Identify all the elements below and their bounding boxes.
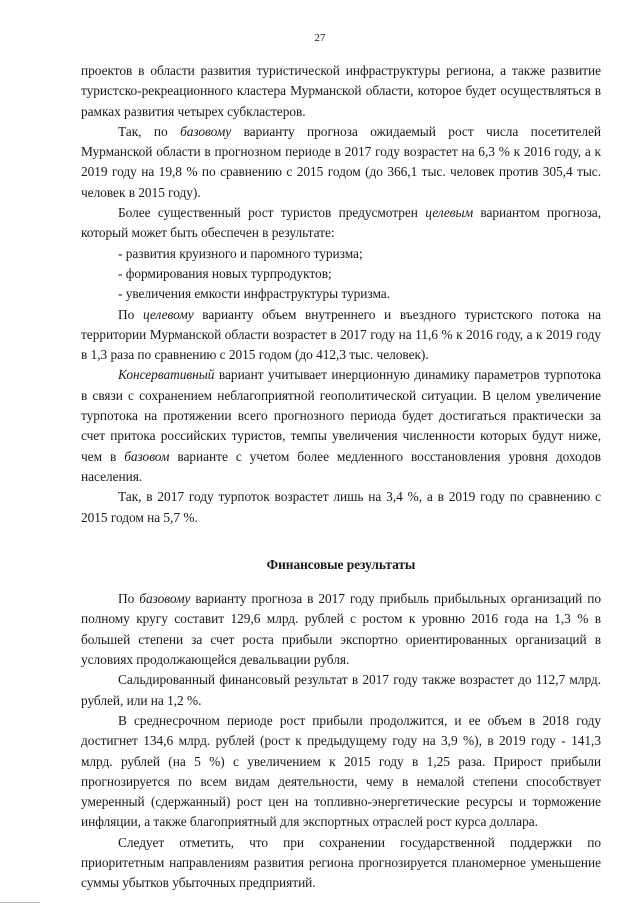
emphasis-base: базовому (180, 123, 232, 139)
text-span: По (118, 306, 143, 322)
text-span: Так, по (118, 123, 181, 139)
emphasis-target: целевому (142, 306, 194, 322)
emphasis-conservative: Консервативный (118, 367, 215, 383)
list-item: - увеличения емкости инфраструктуры туризма. (118, 286, 391, 302)
text-span: варианту прогноза ожидаемый рост числа посетителей Мурманской области в прогнозном периоде в 2017 году возрастет на 6,3 % к 2016 году, а к 2019 году на 19,8 % по сравнению с 2015 годом (до 366,1 тыс. человек против 305,4 тыс. человек в 2015 году). (81, 123, 601, 200)
emphasis-base: базовому (139, 591, 191, 607)
section-heading: Финансовые результаты (266, 556, 416, 572)
paragraph-balanced-result: Сальдированный финансовый результат в 2017 году также возрастет до 112,7 млрд. рублей, или на 1,2 %. (81, 672, 601, 708)
scan-edge-mark (0, 902, 40, 903)
text-span: варианту прогноза в 2017 году прибыль прибыльных организаций по полному кругу составит 129,6 млрд. рублей с ростом к уровню 2016 года на 1,3 % в большей степени за счет роста прибыли экспортно ориентированных организаций в условиях продолжающейся девальвации рубля. (81, 591, 601, 668)
text-span: Более существенный рост туристов предусмотрен (118, 205, 426, 221)
list-item: - развития круизного и паромного туризма; (118, 245, 363, 261)
paragraph-base-scenario-visitors (81, 122, 601, 203)
emphasis-target: целевым (425, 205, 474, 221)
paragraph-tourism-infrastructure: проектов в области развития туристической инфраструктуры региона, а также развитие туристско-рекреационного кластера Мурманской области, которое будет осуществляться в рамках развития четырех субкластеров. (81, 63, 601, 119)
emphasis-base: базовом (124, 448, 170, 464)
list-item: - формирования новых турпродуктов; (118, 265, 332, 281)
page-number: 27 (314, 32, 326, 44)
text-span: По (118, 591, 140, 607)
text-span: варианте с учетом более медленного восстановления уровня доходов населения. (81, 448, 602, 484)
text-span: вариантом прогноза, который может быть обеспечен в результате: (81, 205, 601, 241)
text-span: варианту объем внутреннего и въездного туристского потока на территории Мурманской области возрастет в 2017 году на 11,6 % к 2016 году, а к 2019 году в 1,3 раза по сравнению с 2015 годом (до 412,3 тыс. человек). (81, 306, 601, 363)
document-body (81, 61, 601, 894)
paragraph-target-scenario-intro (81, 203, 601, 244)
paragraph-medium-term-profit: В среднесрочном периоде рост прибыли продолжится, и ее объем в 2018 году достигнет 134,6 млрд. рублей (рост к предыдущему году на 3,9 %), в 2019 году - 141,3 млрд. рублей (на 5 %) с увеличением к 2015 году в 1,25 раза. Прирост прибыли прогнозируется по всем видам деятельности, чему в немалой степени способствует умеренный (сдержанный) рост цен на топливно-энергетические ресурсы и торможение инфляции, а также благоприятный для экспортных отраслей рост курса доллара. (81, 712, 601, 830)
paragraph-conservative-numbers: Так, в 2017 году турпоток возрастет лишь на 3,4 %, а в 2019 году по сравнению с 2015 годом на 5,7 %. (81, 489, 601, 525)
paragraph-profit-2017 (81, 589, 601, 670)
text-span: вариант учитывает инерционную динамику параметров турпотока в связи с сохранением неблагоприятной геополитической ситуации. В целом увеличение турпотока на протяжении всего прогнозного периода будет достигаться практически за счет притока российских туристов, темпы увеличения численности которых будут ниже, чем в (81, 367, 601, 464)
paragraph-losses-reduction: Следует отметить, что при сохранении государственной поддержки по приоритетным направлениям развития региона прогнозируется планомерное уменьшение суммы убытков убыточных предприятий. (81, 834, 601, 891)
paragraph-target-scenario-flow (81, 305, 601, 366)
paragraph-conservative-scenario (81, 365, 601, 487)
